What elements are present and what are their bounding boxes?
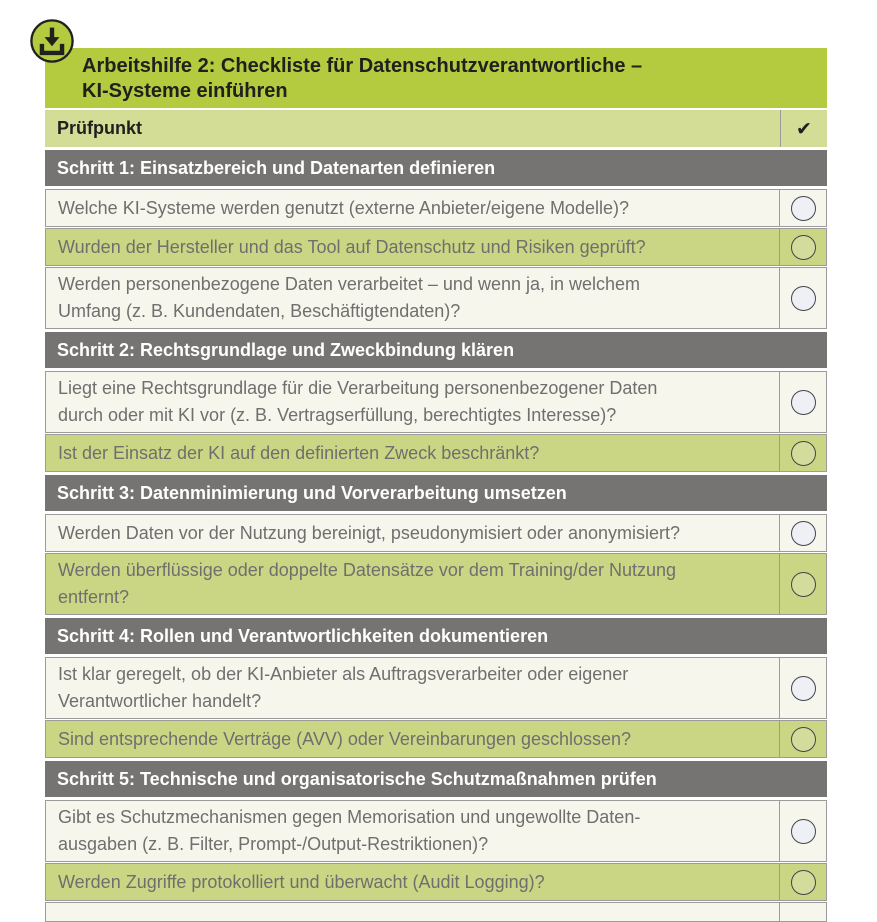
row-question xyxy=(46,903,779,921)
checkbox-circle[interactable] xyxy=(791,235,816,260)
check-cell xyxy=(779,229,826,265)
page-title-line1: Arbeitshilfe 2: Checkliste für Datenschutzverantwortliche – xyxy=(82,55,643,77)
checkbox-circle[interactable] xyxy=(791,286,816,311)
row-question: Wurden der Hersteller und das Tool auf Datenschutz und Risiken geprüft? xyxy=(58,236,646,257)
section-header-3: Schritt 3: Datenminimierung und Vorverarbeitung umsetzen xyxy=(45,475,827,511)
row-question: Welche KI-Systeme werden genutzt (externe Anbieter/eigene Modelle)? xyxy=(58,197,629,218)
page-title-line2: KI-Systeme einführen xyxy=(82,80,288,102)
table-row-partial xyxy=(45,902,827,922)
check-cell xyxy=(779,372,826,432)
row-question: Werden überflüssige oder doppelte Datensätze vor dem Training/der Nutzung entfernt? xyxy=(58,560,677,607)
table-header-label: Prüfpunkt xyxy=(57,118,142,138)
table-row xyxy=(45,371,827,433)
check-cell xyxy=(779,801,826,861)
row-question: Liegt eine Rechtsgrundlage für die Verarbeitung personenbezogener Daten durch oder mit KI vor (z. B. Vertragserfüllung, berechtigtes Interesse)? xyxy=(58,378,658,425)
check-column-header xyxy=(780,110,827,147)
section-header-1: Schritt 1: Einsatzbereich und Datenarten definieren xyxy=(45,150,827,186)
section-header-2: Schritt 2: Rechtsgrundlage und Zweckbindung klären xyxy=(45,332,827,368)
table-row xyxy=(45,657,827,719)
check-cell xyxy=(779,268,826,328)
section-header-5: Schritt 5: Technische und organisatorische Schutzmaßnahmen prüfen xyxy=(45,761,827,797)
row-question: Ist klar geregelt, ob der KI-Anbieter als Auftragsverarbeiter oder eigener Verantwortlicher handelt? xyxy=(58,664,629,711)
checkbox-circle[interactable] xyxy=(791,676,816,701)
page-title xyxy=(45,48,827,108)
row-question: Ist der Einsatz der KI auf den definierten Zweck beschränkt? xyxy=(58,442,540,463)
checkbox-circle[interactable] xyxy=(791,441,816,466)
table-row xyxy=(45,553,827,615)
table-row xyxy=(45,863,827,901)
table-row xyxy=(45,228,827,266)
checkbox-circle[interactable] xyxy=(791,870,816,895)
checkbox-circle[interactable] xyxy=(791,819,816,844)
download-button[interactable] xyxy=(29,18,75,64)
download-icon xyxy=(29,51,75,68)
check-cell xyxy=(779,903,826,921)
row-question: Werden Zugriffe protokolliert und überwacht (Audit Logging)? xyxy=(58,871,545,892)
row-question: Werden Daten vor der Nutzung bereinigt, pseudonymisiert oder anonymisiert? xyxy=(58,522,680,543)
check-cell xyxy=(779,658,826,718)
row-question: Werden personenbezogene Daten verarbeitet – und wenn ja, in welchem Umfang (z. B. Kundendaten, Beschäftigtendaten)? xyxy=(58,274,641,321)
checkbox-circle[interactable] xyxy=(791,521,816,546)
row-question: Gibt es Schutzmechanismen gegen Memorisation und ungewollte Daten- ausgaben (z. B. Filter, Prompt-/Output-Restriktionen)? xyxy=(58,807,641,854)
table-header-row xyxy=(45,110,827,147)
checkmark-icon: ✔ xyxy=(796,117,812,140)
check-cell xyxy=(779,864,826,900)
check-cell xyxy=(779,190,826,226)
checklist-document xyxy=(45,48,827,922)
check-cell xyxy=(779,515,826,551)
table-row xyxy=(45,720,827,758)
check-cell xyxy=(779,721,826,757)
checkbox-circle[interactable] xyxy=(791,196,816,221)
checkbox-circle[interactable] xyxy=(791,727,816,752)
section-header-4: Schritt 4: Rollen und Verantwortlichkeiten dokumentieren xyxy=(45,618,827,654)
check-cell xyxy=(779,435,826,471)
table-row xyxy=(45,434,827,472)
table-row xyxy=(45,189,827,227)
table-row xyxy=(45,514,827,552)
table-row xyxy=(45,800,827,862)
checklist-sections xyxy=(45,150,827,901)
checkbox-circle[interactable] xyxy=(791,572,816,597)
checkbox-circle[interactable] xyxy=(791,390,816,415)
table-row xyxy=(45,267,827,329)
check-cell xyxy=(779,554,826,614)
row-question: Sind entsprechende Verträge (AVV) oder Vereinbarungen geschlossen? xyxy=(58,728,632,749)
